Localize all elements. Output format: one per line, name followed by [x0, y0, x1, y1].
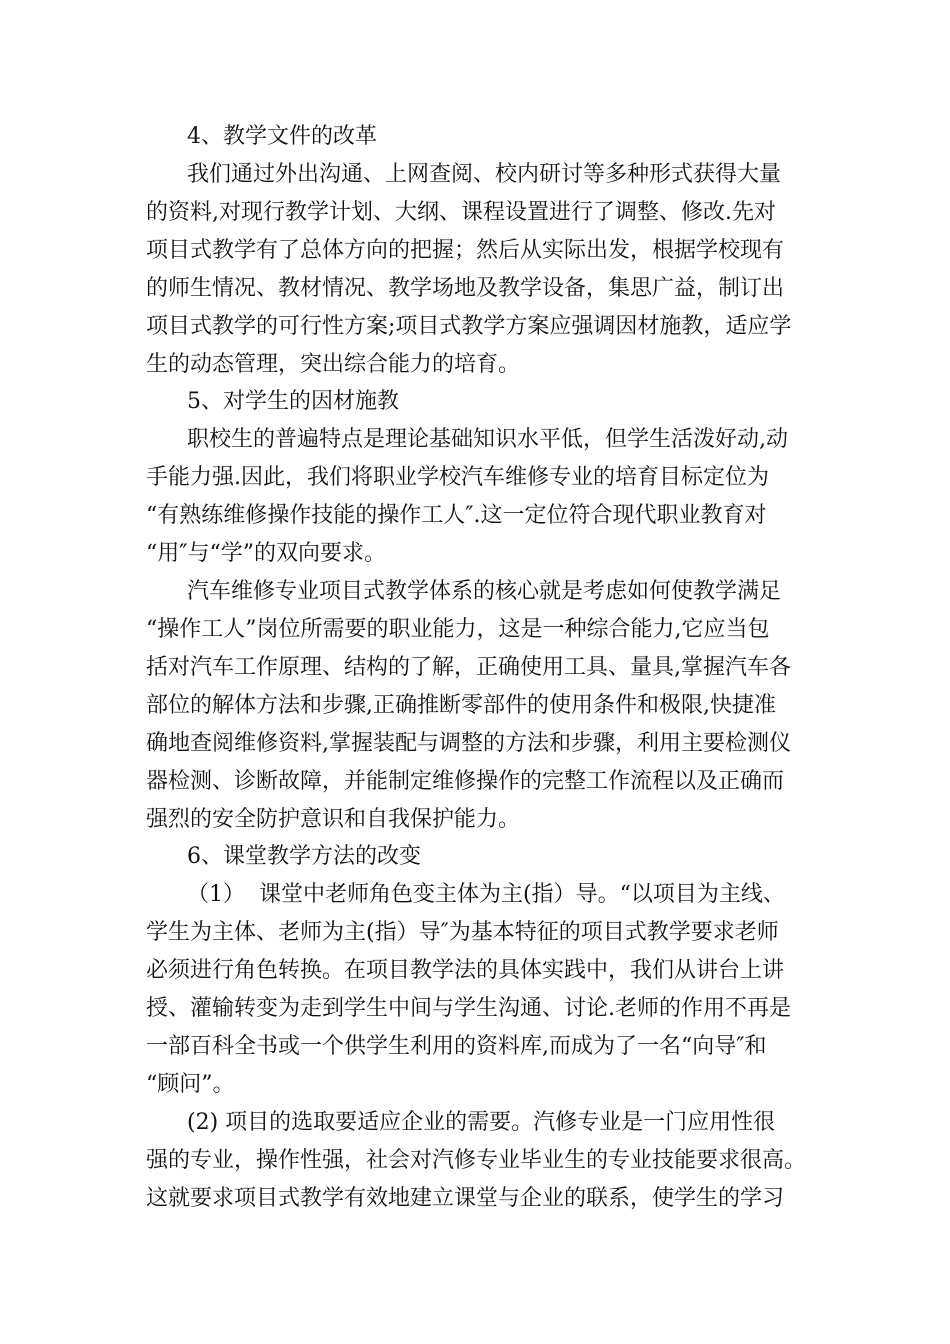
paragraph-line: 手能力强.因此，我们将职业学校汽车维修专业的培育目标定位为 [146, 465, 769, 490]
paragraph-line: “操作工人”岗位所需要的职业能力，这是一种综合能力,它应当包 [146, 617, 770, 642]
heading-4: 4、教学文件的改革 [187, 124, 377, 149]
paragraph-line: 括对汽车工作原理、结构的了解，正确使用工具、量具,掌握汽车各 [146, 655, 791, 680]
paragraph-line: “顾问”。 [146, 1072, 235, 1097]
paragraph-line: 学生为主体、老师为主(指）导″为基本特征的项目式教学要求老师 [146, 920, 779, 945]
paragraph-line: 的师生情况、教材情况、教学场地及教学设备，集思广益，制订出 [146, 276, 785, 301]
paragraph-line: 生的动态管理，突出综合能力的培育。 [146, 352, 521, 377]
paragraph-line: 确地查阅维修资料,掌握装配与调整的方法和步骤，利用主要检测仪 [146, 731, 791, 756]
paragraph-line: “用″与“学”的双向要求。 [146, 541, 386, 566]
paragraph-line: 强烈的安全防护意识和自我保护能力。 [146, 807, 521, 832]
paragraph-line: 项目式教学有了总体方向的把握；然后从实际出发，根据学校现有 [146, 238, 785, 263]
paragraph-line: 的资料,对现行教学计划、大纲、课程设置进行了调整、修改.先对 [146, 200, 776, 225]
paragraph-line: 这就要求项目式教学有效地建立课堂与企业的联系，使学生的学习 [146, 1186, 785, 1211]
paragraph-line: 器检测、诊断故障，并能制定维修操作的完整工作流程以及正确而 [146, 769, 785, 794]
paragraph-line: (2) 项目的选取要适应企业的需要。汽修专业是一门应用性很 [187, 1110, 776, 1135]
paragraph-line: 汽车维修专业项目式教学体系的核心就是考虑如何使教学满足 [187, 579, 782, 604]
paragraph-line: 项目式教学的可行性方案;项目式教学方案应强调因材施教，适应学 [146, 314, 792, 339]
paragraph-line: 一部百科全书或一个供学生利用的资料库,而成为了一名“向导″和 [146, 1034, 767, 1059]
paragraph-line: 必须进行角色转换。在项目教学法的具体实践中，我们从讲台上讲 [146, 958, 785, 983]
paragraph-line: 部位的解体方法和步骤,正确推断零部件的使用条件和极限,快捷准 [146, 693, 776, 718]
paragraph-line: 强的专业，操作性强，社会对汽修专业毕业生的专业技能要求很高。 [146, 1148, 807, 1173]
paragraph-line: “有熟练维修操作技能的操作工人″.这一定位符合现代职业教育对 [146, 503, 767, 528]
paragraph-line: 授、灌输转变为走到学生中间与学生沟通、讨论.老师的作用不再是 [146, 996, 791, 1021]
heading-5: 5、对学生的因材施教 [187, 389, 399, 414]
paragraph-line: （1） 课堂中老师角色变主体为主(指）导。“以项目为主线、 [187, 882, 785, 907]
heading-6: 6、课堂教学方法的改变 [187, 844, 421, 869]
paragraph-line: 职校生的普遍特点是理论基础知识水平低，但学生活泼好动,动 [187, 427, 788, 452]
paragraph-line: 我们通过外出沟通、上网查阅、校内研讨等多种形式获得大量 [187, 162, 782, 187]
